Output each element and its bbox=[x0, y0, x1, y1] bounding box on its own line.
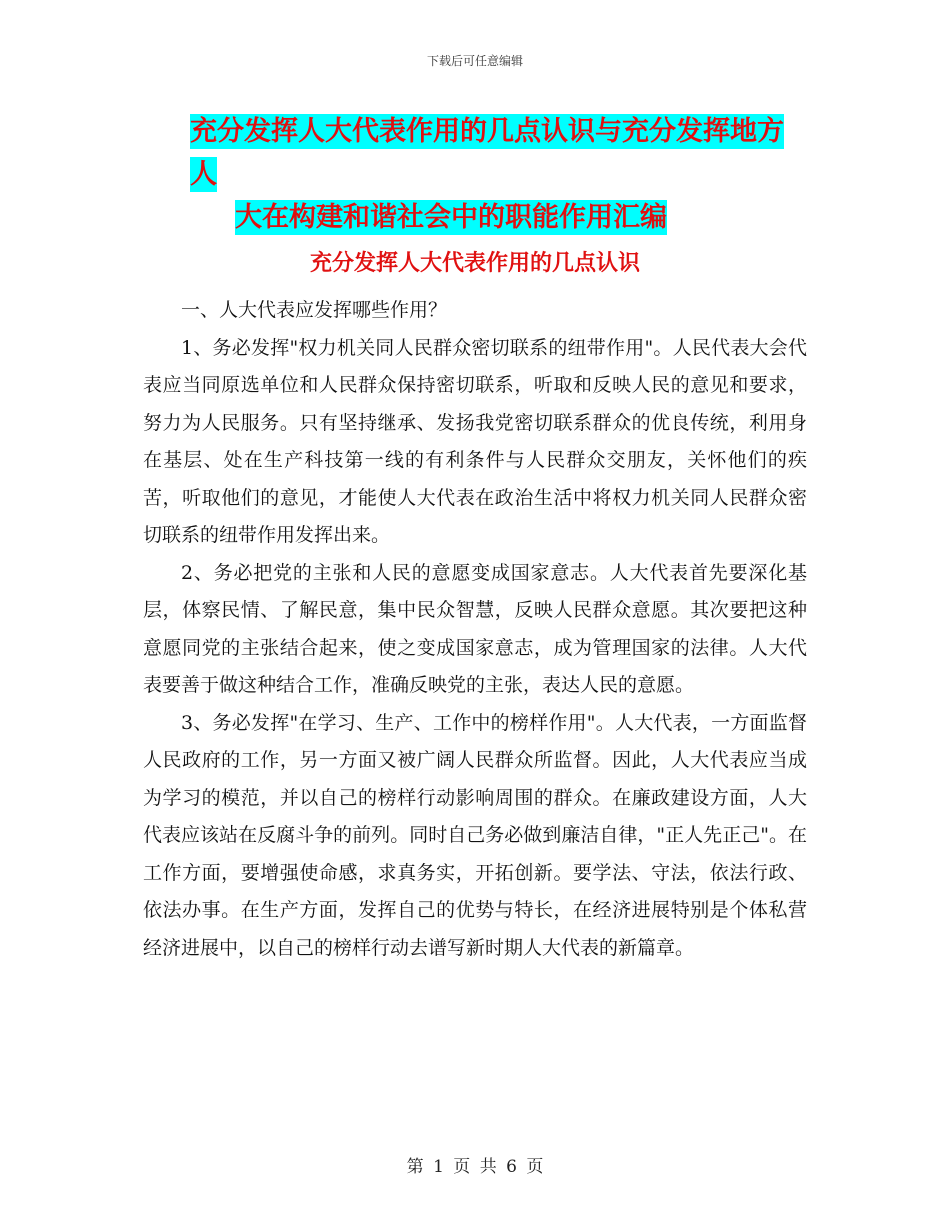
document-title-line-2: 大在构建和谐社会中的职能作用汇编 bbox=[235, 202, 667, 233]
paragraph-question: 一、人大代表应发挥哪些作用？ bbox=[181, 299, 448, 321]
page-number: 第 1 页 共 6 页 bbox=[406, 1157, 544, 1177]
paragraph-point-3: 3、务必发挥"在学习、生产、工作中的榜样作用"。人大代表，一方面监督人民政府的工作，另一方面又被广阔人民群众所监督。因此，人大代表应当成为学习的模范，并以自己的榜样行动影响周围的群众。在廉政建设方面，人大代表应该站在反腐斗争的前列。同时自己务必做到廉洁自律，"正人先正己"。在工作方面，要增强使命感，求真务实，开拓创新。要学法、守法，依法行政、依法办事。在生产方面，发挥自己的优势与特长，在经济进展特别是个体私营经济进展中，以自己的榜样行动去谱写新时期人大代表的新篇章。 bbox=[143, 711, 807, 959]
section-title: 充分发挥人大代表作用的几点认识 bbox=[309, 251, 640, 276]
document-title bbox=[190, 110, 810, 239]
paragraph-point-1: 1、务必发挥"权力机关同人民群众密切联系的纽带作用"。人民代表大会代表应当同原选单位和人民群众保持密切联系，听取和反映人民的意见和要求，努力为人民服务。只有坚持继承、发扬我党密切联系群众的优良传统，利用身在基层、处在生产科技第一线的有利条件与人民群众交朋友，关怀他们的疾苦，听取他们的意见，才能使人大代表在政治生活中将权力机关同人民群众密切联系的纽带作用发挥出来。 bbox=[143, 336, 807, 546]
document-body bbox=[143, 292, 807, 967]
header-note: 下载后可任意编辑 bbox=[426, 54, 523, 68]
paragraph-point-2: 2、务必把党的主张和人民的意愿变成国家意志。人大代表首先要深化基层，体察民情、了解民意，集中民众智慧，反映人民群众意愿。其次要把这种意愿同党的主张结合起来，使之变成国家意志，成为管理国家的法律。人大代表要善于做这种结合工作，准确反映党的主张，表达人民的意愿。 bbox=[143, 561, 807, 696]
document-title-line-1: 充分发挥人大代表作用的几点认识与充分发挥地方人 bbox=[190, 116, 784, 190]
